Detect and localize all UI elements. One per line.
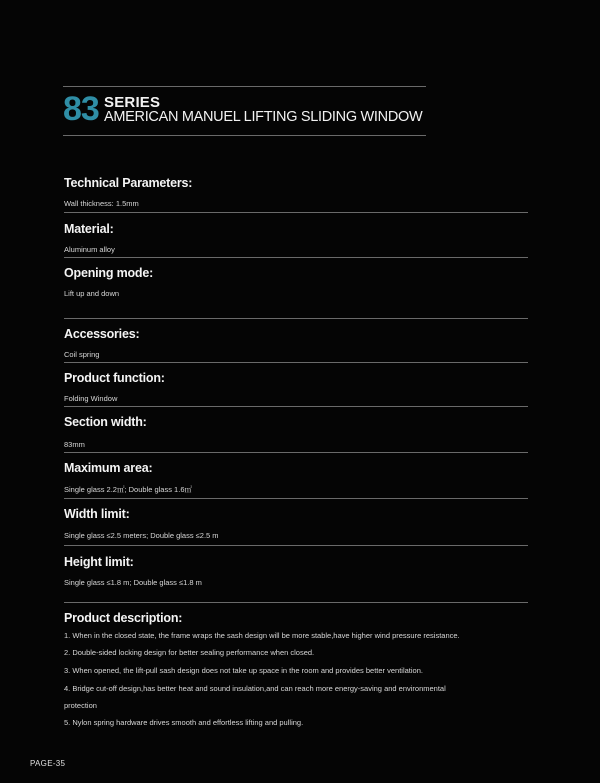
spec-product-function <box>64 372 528 402</box>
product-description <box>64 612 528 625</box>
spec-title: Technical Parameters: <box>64 176 193 190</box>
description-line: 5. Nylon spring hardware drives smooth and effortless lifting and pulling. <box>64 718 304 727</box>
spec-value: Single glass ≤1.8 m; Double glass ≤1.8 m <box>64 577 202 587</box>
divider <box>64 318 528 319</box>
divider <box>64 602 528 603</box>
description-line: protection <box>64 701 97 710</box>
spec-technical-parameters <box>64 177 528 207</box>
description-title: Product description: <box>64 611 183 625</box>
description-line: 4. Bridge cut-off design,has better heat and sound insulation,and can reach more energy-saving and environmental <box>64 684 446 693</box>
divider <box>64 452 528 453</box>
divider <box>64 406 528 407</box>
spec-value: Coil spring <box>64 349 100 359</box>
spec-title: Width limit: <box>64 507 130 521</box>
series-number: 83 <box>63 90 99 128</box>
spec-width-limit <box>64 508 528 539</box>
product-title: AMERICAN MANUEL LIFTING SLIDING WINDOW <box>104 109 423 125</box>
spec-value: 83mm <box>64 439 85 449</box>
header-bottom-rule <box>63 135 426 136</box>
divider <box>64 362 528 363</box>
spec-title: Opening mode: <box>64 266 154 280</box>
spec-title: Product function: <box>64 371 165 385</box>
spec-value: Lift up and down <box>64 288 120 298</box>
spec-title: Height limit: <box>64 555 134 569</box>
spec-height-limit <box>64 556 528 586</box>
spec-opening-mode <box>64 267 528 297</box>
divider <box>64 545 528 546</box>
page-number: PAGE-35 <box>30 759 66 768</box>
spec-value: Wall thickness: 1.5mm <box>64 198 139 208</box>
spec-title: Maximum area: <box>64 461 153 475</box>
description-line: 2. Double-sided locking design for better sealing performance when closed. <box>64 648 315 657</box>
spec-maximum-area <box>64 462 528 493</box>
spec-value: Single glass ≤2.5 meters; Double glass ≤2.5 m <box>64 530 219 540</box>
divider <box>64 212 528 213</box>
header-top-rule <box>63 86 426 87</box>
description-line: 1. When in the closed state, the frame wraps the sash design will be more stable,have higher wind pressure resistance. <box>64 631 460 640</box>
spec-value: Aluminum alloy <box>64 244 115 254</box>
spec-title: Accessories: <box>64 327 140 341</box>
divider <box>64 257 528 258</box>
divider <box>64 498 528 499</box>
series-label: SERIES <box>104 94 161 111</box>
spec-value: Single glass 2.2㎡; Double glass 1.6㎡ <box>64 484 192 494</box>
spec-accessories <box>64 328 528 358</box>
spec-title: Section width: <box>64 415 147 429</box>
description-line: 3. When opened, the lift-pull sash design does not take up space in the room and provides better ventilation. <box>64 666 423 675</box>
spec-material <box>64 223 528 253</box>
spec-value: Folding Window <box>64 393 118 403</box>
spec-title: Material: <box>64 222 114 236</box>
spec-section-width <box>64 416 528 448</box>
